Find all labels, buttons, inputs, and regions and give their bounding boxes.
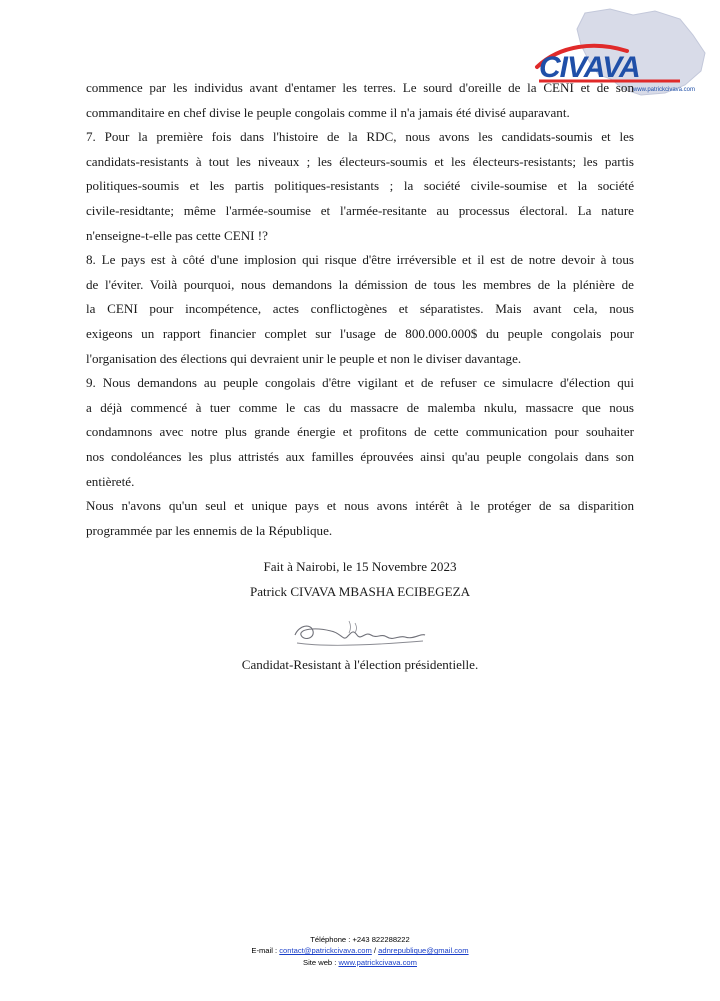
body-line: candidats-resistants à tout les niveaux ; les électeurs-soumis et les électeurs-resistants; les partis (86, 153, 634, 169)
body-line: politiques-soumis et les partis politiques-resistants ; la société civile-soumise et la société (86, 178, 634, 194)
footer (0, 934, 720, 968)
footer-site-label: Site web : (303, 957, 339, 967)
body-line: nos condoléances les plus attristés aux familles éprouvées ainsi qu'au peuple congolais dans son (86, 448, 634, 464)
footer-site-line (0, 957, 720, 968)
footer-phone: Téléphone : +243 822288222 (310, 935, 410, 944)
body-line: civile-residtante; même l'armée-soumise et l'armée-resitante au processus électoral. La nature (86, 202, 634, 218)
handwritten-signature (285, 613, 435, 653)
logo-url: www.patrickcivava.com (633, 87, 696, 93)
body-line: exigeons un rapport financier complet sur l'usage de 800.000.000$ du peuple congolais pour (86, 325, 634, 341)
footer-email-label: E-mail : (251, 946, 280, 956)
website-link[interactable]: www.patrickcivava.com (338, 957, 417, 967)
svg-text:CIVAVA: CIVAVA (539, 51, 640, 84)
body-line: l'organisation des élections qui devraient unir le peuple et non le diviser davantage. (86, 350, 522, 366)
body-line: a déjà commencé à tuer comme le cas du massacre de malemba nkulu, massacre que nous (86, 399, 634, 415)
footer-email-line (0, 945, 720, 956)
body-line: de l'éviter. Voilà pourquoi, nous demandons la démission de tous les membres de la plénière de (86, 276, 634, 292)
footer-email-separator: / (371, 946, 379, 956)
body-line: 7. Pour la première fois dans l'histoire de la RDC, nous avons les candidats-soumis et les (86, 129, 634, 145)
email-link-contact[interactable]: contact@patrickcivava.com (279, 946, 372, 956)
body-line: condamnons avec notre plus grande énergie et profitons de cette communication pour souhaiter (86, 424, 634, 440)
email-link-adnrepublique[interactable]: adnrepublique@gmail.com (378, 946, 469, 956)
body-line: Nous n'avons qu'un seul et unique pays et nous avons intérêt à le protéger de sa disparition (86, 498, 634, 514)
body-line: commence par les individus avant d'entamer les terres. Le sourd d'oreille de la CENI et de son (86, 80, 634, 95)
author-name: Patrick CIVAVA MBASHA ECIBEGEZA (249, 584, 471, 599)
place-date: Fait à Nairobi, le 15 Novembre 2023 (263, 559, 457, 574)
candidate-title: Candidat-Resistant à l'élection présidentielle. (241, 657, 479, 672)
body-line: n'enseigne-t-elle pas cette CENI !? (86, 227, 268, 243)
body-line: commanditaire en chef divise le peuple congolais comme il n'a jamais été divisé auparavant. (86, 104, 570, 120)
body-line: 9. Nous demandons au peuple congolais d'être vigilant et de refuser ce simulacre d'élection qui (86, 375, 634, 391)
body-line: programmée par les ennemis de la République. (86, 522, 333, 538)
body-line: 8. Le pays est à côté d'une implosion qui risque d'être irréversible et il est de notre devoir à tous (86, 252, 634, 268)
body-line: la CENI pour incompétence, actes conflictogènes et séparatistes. Mais avant cela, nous (86, 301, 634, 317)
letter-body (86, 76, 634, 543)
body-line: entièreté. (86, 473, 135, 489)
